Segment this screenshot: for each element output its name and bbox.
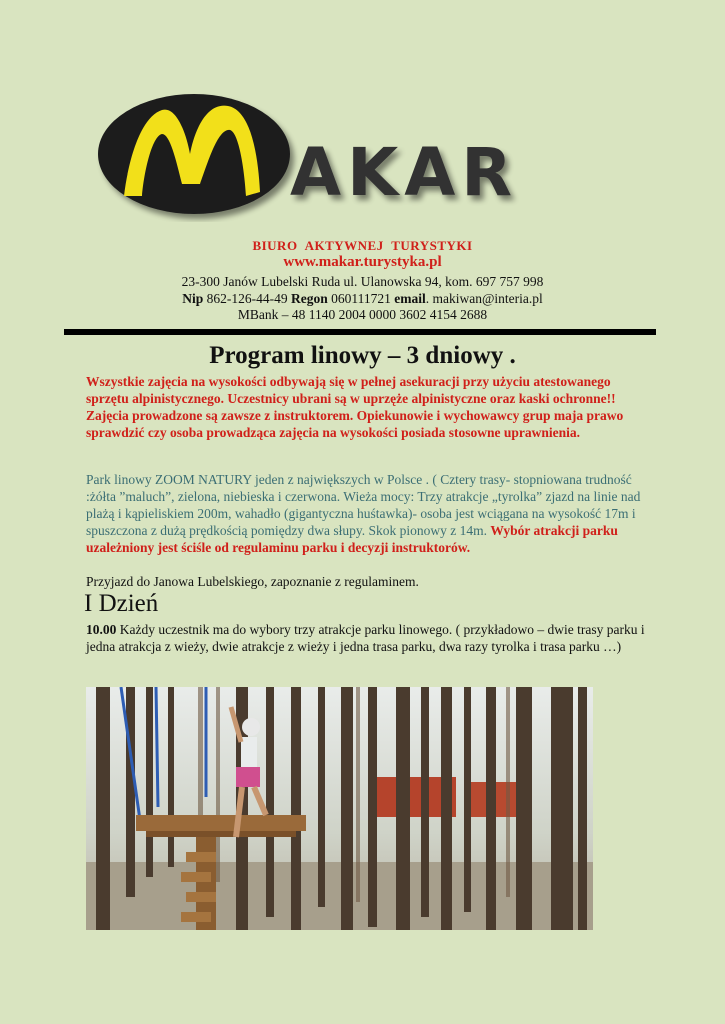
park-description bbox=[86, 471, 646, 556]
regon-label: Regon bbox=[290, 291, 328, 306]
org-name: BIURO AKTYWNEJ TURYSTYKI bbox=[252, 238, 473, 253]
park-emphasis: Wybór atrakcji parku uzależniony jest ściśle od regulaminu parku i decyzji instruktorów. bbox=[86, 523, 618, 555]
company-ids bbox=[0, 291, 725, 307]
regon-value: 060111721 bbox=[327, 291, 395, 306]
website-link[interactable]: www.makar.turystyka.pl bbox=[283, 254, 442, 270]
safety-notice: Wszystkie zajęcia na wysokości odbywają się w pełnej asekuracji przy użyciu atestowanego sprzętu alpinistycznego. Uczestnicy ubrani są w uprzęże alpinistyczne oraz kaski ochronne!! Zajęcia prowadzone są zawsze z instruktorem. Opiekunowie i wychowawcy grup maja prawo sprawdzić czy osoba prowadząca zajęcia na wysokości posiada stosowne uprawnienia. bbox=[86, 374, 624, 440]
day-activity bbox=[86, 621, 646, 655]
rope-park-photo bbox=[86, 687, 593, 930]
activity-time: 10.00 bbox=[86, 622, 117, 637]
divider bbox=[64, 329, 656, 335]
page-title: Program linowy – 3 dniowy . bbox=[209, 342, 516, 369]
bank-account: MBank – 48 1140 2004 0000 3602 4154 2688 bbox=[237, 307, 488, 322]
svg-text:AKAR: AKAR bbox=[290, 134, 519, 211]
email-value: . makiwan@interia.pl bbox=[425, 291, 543, 306]
nip-label: Nip bbox=[182, 291, 204, 306]
activity-text: Każdy uczestnik ma do wybory trzy atrakcje parku linowego. ( przykładowo – dwie trasy parku i jedna atrakcja z wieży, dwie atrakcje z wieży i jedna trasa parku, dwa razy tyrolka i trasa parku …) bbox=[86, 622, 645, 654]
park-text: Park linowy ZOOM NATURY jeden z największych w Polsce . ( Cztery trasy- stopniowana trudność :żółta ”maluch”, zielona, niebieska i czerwona. Wieża mocy: Trzy atrakcje „tyrolka” zjazd na linie nad plażą i kąpieliskiem 200m, wahadło (gigantyczna huśtawka)- osoba jest wciągana na wysokość 17m i spuszczona z dużą prędkością pomiędzy dwa słupy. Skok pionowy z 14m. bbox=[86, 472, 641, 538]
makar-logo bbox=[90, 92, 650, 222]
day-heading: I Dzień bbox=[84, 590, 159, 617]
email-label: email bbox=[394, 291, 426, 306]
arrival-text: Przyjazd do Janowa Lubelskiego, zapoznanie z regulaminem. bbox=[86, 574, 419, 589]
address: 23-300 Janów Lubelski Ruda ul. Ulanowska 94, kom. 697 757 998 bbox=[181, 274, 544, 289]
nip-value: 862-126-44-49 bbox=[203, 291, 291, 306]
